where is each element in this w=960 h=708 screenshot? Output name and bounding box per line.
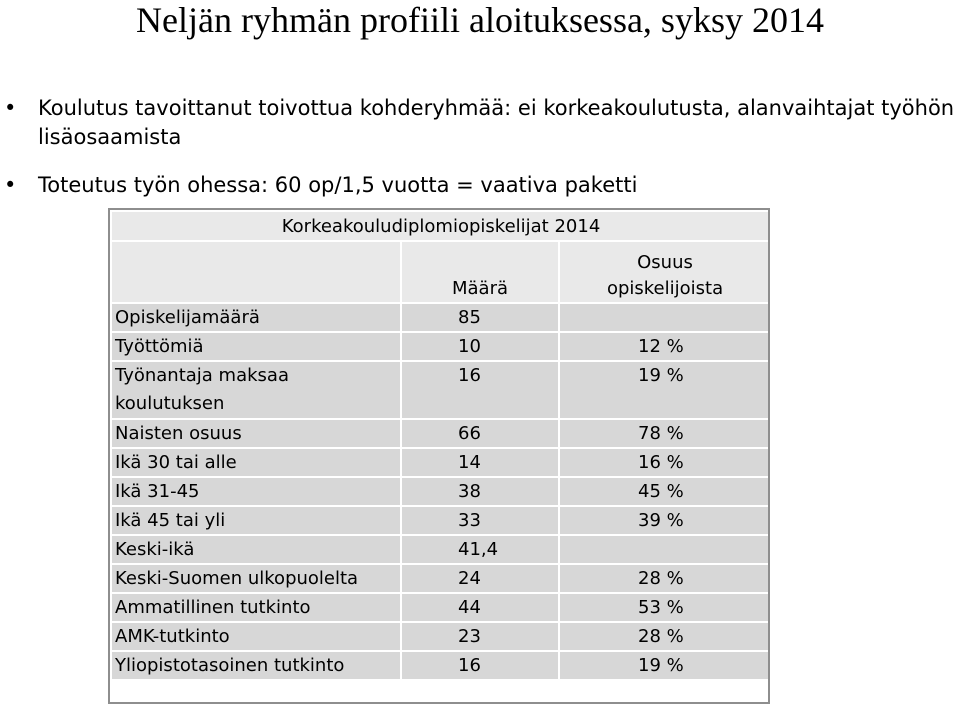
row-count: 24 (401, 564, 559, 593)
row-share: 53 % (559, 593, 771, 622)
bullet-item (0, 94, 960, 152)
row-label: Työnantaja maksaa koulutuksen (111, 361, 401, 419)
row-share: 16 % (559, 448, 771, 477)
header-share-line1: Osuus (637, 252, 693, 273)
row-count: 66 (401, 419, 559, 448)
row-count: 16 (401, 361, 559, 419)
row-share: 28 % (559, 622, 771, 651)
row-label: Keski-ikä (111, 535, 401, 564)
row-count: 14 (401, 448, 559, 477)
row-count: 85 (401, 303, 559, 332)
table-row (111, 332, 771, 361)
row-share (559, 303, 771, 332)
row-share: 39 % (559, 506, 771, 535)
table-row (111, 593, 771, 622)
row-count: 41,4 (401, 535, 559, 564)
header-label (111, 241, 401, 303)
row-share: 78 % (559, 419, 771, 448)
table-row (111, 622, 771, 651)
table-row (111, 361, 771, 419)
row-share: 12 % (559, 332, 771, 361)
row-label: AMK-tutkinto (111, 622, 401, 651)
row-count: 33 (401, 506, 559, 535)
header-share-line2: opiskelijoista (606, 278, 724, 299)
bullet-text: Toteutus työn ohessa: 60 op/1,5 vuotta = vaativa paketti (38, 173, 638, 197)
row-share (559, 535, 771, 564)
header-share (559, 241, 771, 303)
row-label: Opiskelijamäärä (111, 303, 401, 332)
row-count: 38 (401, 477, 559, 506)
row-share: 28 % (559, 564, 771, 593)
slide-title: Neljän ryhmän profiili aloituksessa, syksy 2014 (136, 0, 824, 40)
row-count: 23 (401, 622, 559, 651)
table-row (111, 506, 771, 535)
row-label: Ikä 30 tai alle (111, 448, 401, 477)
bullet-dot-icon: • (4, 173, 17, 197)
table-caption: Korkeakouludiplomiopiskelijat 2014 (111, 211, 771, 241)
table-row (111, 535, 771, 564)
row-share: 19 % (559, 651, 771, 680)
row-label: Työttömiä (111, 332, 401, 361)
row-label: Keski-Suomen ulkopuolelta (111, 564, 401, 593)
table-row (111, 303, 771, 332)
table-row (111, 564, 771, 593)
row-label: Yliopistotasoinen tutkinto (111, 651, 401, 680)
bullet-dot-icon: • (4, 96, 17, 120)
bullet-item (0, 171, 960, 200)
row-count: 16 (401, 651, 559, 680)
row-label: Naisten osuus (111, 419, 401, 448)
row-label: Ikä 45 tai yli (111, 506, 401, 535)
row-share: 19 % (559, 361, 771, 419)
header-count: Määrä (401, 241, 559, 303)
row-share: 45 % (559, 477, 771, 506)
table-row (111, 419, 771, 448)
table-row (111, 448, 771, 477)
stats-table (110, 210, 772, 681)
row-label: Ikä 31-45 (111, 477, 401, 506)
table-row (111, 651, 771, 680)
bullet-text: Koulutus tavoittanut toivottua kohderyhmää: ei korkeakoulutusta, alanvaihtajat työhön lisäosaamista (38, 96, 955, 149)
row-count: 10 (401, 332, 559, 361)
row-label: Ammatillinen tutkinto (111, 593, 401, 622)
table-row (111, 477, 771, 506)
bullet-list (0, 94, 960, 200)
row-count: 44 (401, 593, 559, 622)
